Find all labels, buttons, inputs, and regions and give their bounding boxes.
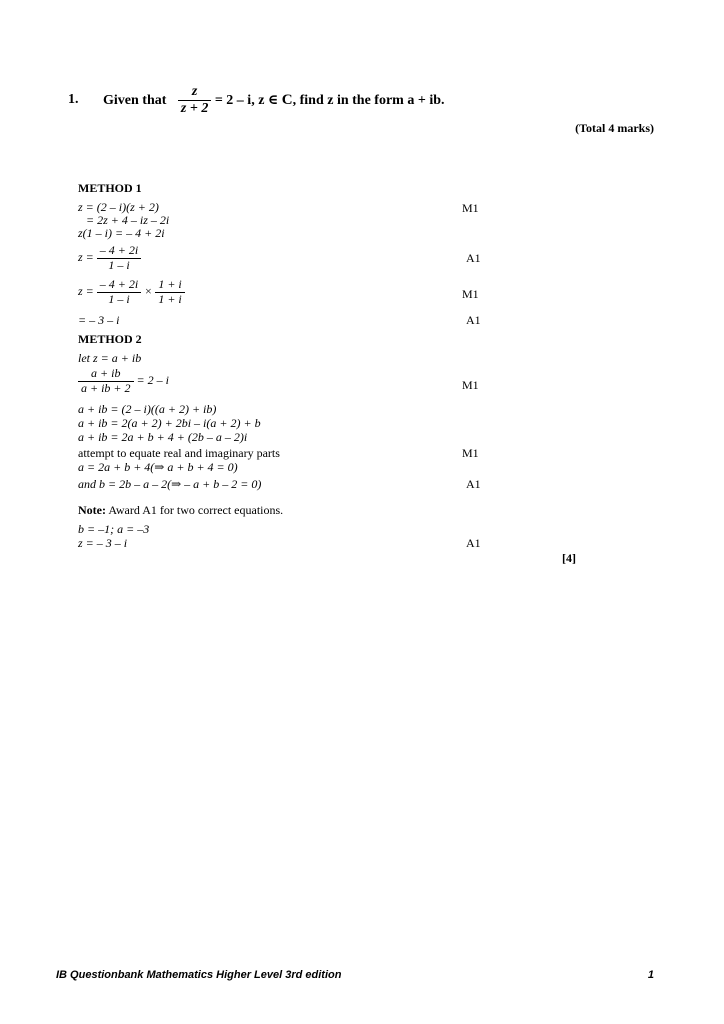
method1-line1: z = (2 – i)(z + 2) [78,200,159,214]
method1-line6: = – 3 – i [78,313,120,327]
method2-line3: a + ib = (2 – i)((a + 2) + ib) [78,402,217,416]
fraction-numerator: – 4 + 2i [97,278,141,293]
method2-line8: and b = 2b – a – 2(⇒ – a + b – 2 = 0) [78,477,262,491]
method2-mark-3: A1 [466,477,481,491]
method1-mark-1: M1 [462,201,479,215]
method2-line7: a = 2a + b + 4(⇒ a + b + 4 = 0) [78,460,238,474]
method2-mark-4: A1 [466,536,481,550]
method1-mark-2: A1 [466,251,481,265]
method2-line4: a + ib = 2(a + 2) + 2bi – i(a + 2) + b [78,416,261,430]
question-eq: = 2 – i, z ∈ [214,92,279,108]
fraction-denominator: 1 – i [108,257,130,272]
question-fraction-num: z [178,84,211,101]
method1-line5-fraction1 [97,278,141,307]
question-text [103,84,445,117]
method1-line4 [78,244,141,273]
question-number: 1. [68,92,79,107]
method2-line2-fraction [78,367,134,396]
method1-line3: z(1 – i) = – 4 + 2i [78,226,165,240]
method2-line2 [78,367,169,396]
method2-mark-2: M1 [462,446,479,460]
question-lead: Given that [103,92,167,108]
fraction-numerator: a + ib [78,367,134,382]
method2-line10: z = – 3 – i [78,536,128,550]
total-marks: (Total 4 marks) [575,121,654,135]
note-text: Award A1 for two correct equations. [105,503,284,517]
question-tail: , find z in the form a + ib. [292,92,445,108]
question-fraction-den: z + 2 [180,101,209,117]
method1-line5 [78,278,185,307]
method2-line2-post: = 2 – i [136,373,169,388]
question-fraction [178,84,211,117]
footer-title: IB Questionbank Mathematics Higher Level 3rd edition [56,969,342,981]
method2-heading: METHOD 2 [78,332,142,346]
method1-heading: METHOD 1 [78,181,142,195]
complex-set-symbol: C [281,91,293,108]
fraction-numerator: 1 + i [155,278,184,293]
method1-line2: = 2z + 4 – iz – 2i [86,213,170,227]
page-number: 1 [647,969,654,981]
fraction-denominator: 1 – i [108,291,130,306]
method1-mark-3: M1 [462,287,479,301]
method2-line5: a + ib = 2a + b + 4 + (2b – a – 2)i [78,430,248,444]
method2-mark-1: M1 [462,378,479,392]
method2-line9: b = –1; a = –3 [78,522,150,536]
total-bracket: [4] [562,551,576,565]
fraction-numerator: – 4 + 2i [97,244,141,259]
times-sign: × [144,284,153,299]
method1-line4-pre: z = [78,250,94,265]
method2-line1: let z = a + ib [78,351,142,365]
method1-mark-4: A1 [466,313,481,327]
method1-line5-fraction2 [155,278,184,307]
method2-line6: attempt to equate real and imaginary parts [78,446,280,460]
method2-note [78,503,283,518]
method1-line5-pre: z = [78,284,94,299]
note-label: Note: [78,503,106,517]
fraction-denominator: a + ib + 2 [81,380,131,395]
fraction-denominator: 1 + i [158,291,182,306]
method1-line4-fraction [97,244,141,273]
